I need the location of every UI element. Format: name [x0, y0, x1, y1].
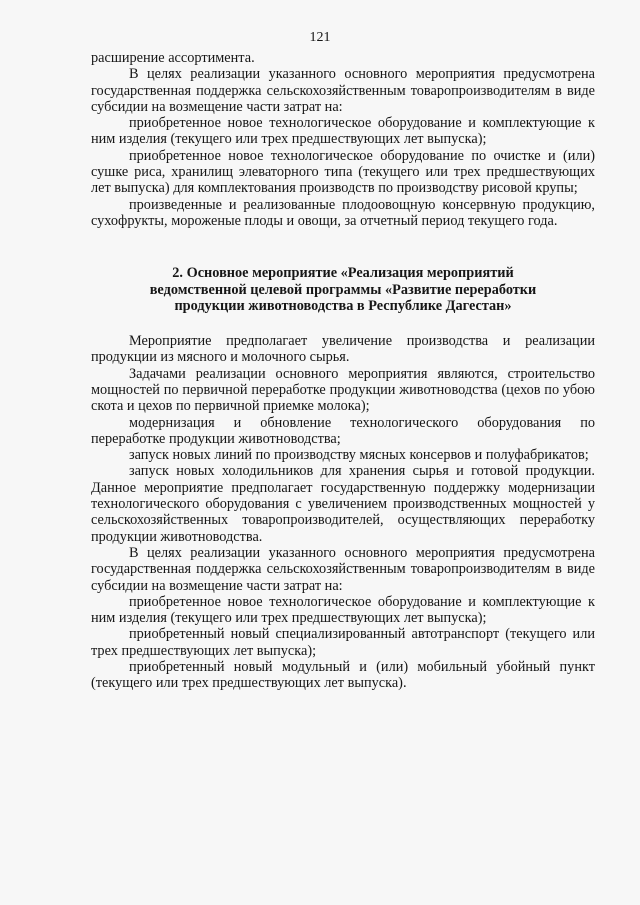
paragraph: Задачами реализации основного мероприятия являются, строительство мощностей по первичной переработке продукции животноводства (цехов по убою скота и цехов по первичной приемке молока); — [91, 365, 595, 415]
paragraph: приобретенный новый специализированный автотранспорт (текущего или трех предшествующих лет выпуска); — [91, 626, 595, 659]
paragraph: приобретенное новое технологическое оборудование и комплектующие к ним изделия (текущего или трех предшествующих лет выпуска); — [91, 115, 595, 148]
paragraph: произведенные и реализованные плодоовощную консервную продукцию, сухофрукты, мороженые плоды и овощи, за отчетный период текущего года. — [91, 196, 595, 229]
paragraph: запуск новых линий по производству мясных консервов и полуфабрикатов; — [129, 447, 589, 464]
paragraph: В целях реализации указанного основного мероприятия предусмотрена государственная поддержка сельскохозяйственным товаропроизводителям в виде субсидии на возмещение части затрат на: — [91, 544, 595, 594]
paragraph: В целях реализации указанного основного мероприятия предусмотрена государственная поддержка сельскохозяйственным товаропроизводителям в виде субсидии на возмещение части затрат на: — [91, 66, 595, 115]
section-heading-line: ведомственной целевой программы «Развитие переработки — [149, 281, 537, 298]
section-heading — [91, 265, 595, 315]
paragraph: Мероприятие предполагает увеличение производства и реализации продукции из мясного и молочного сырья. — [91, 333, 595, 366]
section-heading-line: 2. Основное мероприятие «Реализация мероприятий — [172, 265, 514, 282]
document-body — [91, 50, 595, 692]
paragraph: приобретенное новое технологическое оборудование и комплектующие к ним изделия (текущего или трех предшествующих лет выпуска); — [91, 593, 595, 627]
paragraph: приобретенное новое технологическое оборудование по очистке и (или) сушке риса, хранилищ элеваторного типа (текущего или трех предшествующих лет выпуска) для комплектования производств по производству рисовой крупы; — [91, 147, 595, 197]
paragraph: запуск новых холодильников для хранения сырья и готовой продукции. Данное мероприятие предполагает государственную поддержку модернизации технологического оборудования с увеличением производственных мощностей у сельскохозяйственных товаропроизводителей, осуществляющих переработку продукции животноводства. — [91, 463, 595, 545]
paragraph: приобретенный новый модульный и (или) мобильный убойный пункт (текущего или трех предшествующих лет выпуска). — [91, 658, 595, 692]
page-number: 121 — [309, 30, 331, 45]
paragraph: модернизация и обновление технологического оборудования по переработке продукции животноводства; — [91, 414, 595, 447]
section-heading-line: продукции животноводства в Республике Дагестан» — [174, 298, 512, 315]
paragraph: расширение ассортимента. — [91, 50, 255, 66]
